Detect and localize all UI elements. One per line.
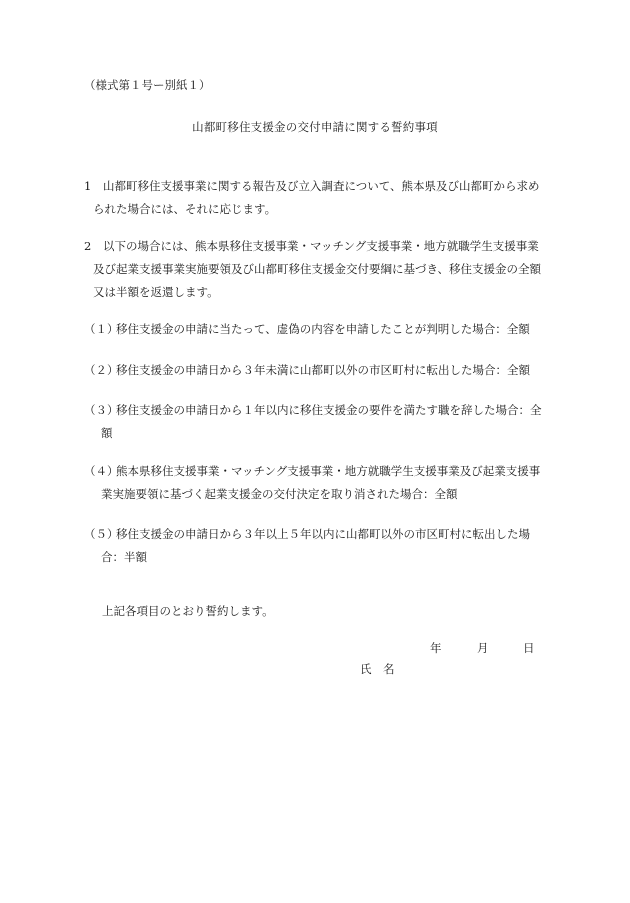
item-text-line: 額 <box>101 426 113 440</box>
item-label: （２） <box>84 363 119 377</box>
item-label: （５） <box>84 527 119 541</box>
section-text-line: 及び起業支援事業実施要領及び山都町移住支援金交付要綱に基づき、移住支援金の全額 <box>93 262 542 276</box>
section-text-line: 以下の場合には、熊本県移住支援事業・マッチング支援事業・地方就職学生支援事業 <box>103 239 539 253</box>
document-title: 山都町移住支援金の交付申請に関する誓約事項 <box>192 120 438 134</box>
item-label: （３） <box>84 403 119 417</box>
item-text-line: 移住支援金の申請日から１年以内に移住支援金の要件を満たす職を辞した場合：全 <box>116 403 542 417</box>
section-number: 2 <box>84 239 92 253</box>
form-number: （様式第１号ー別紙１） <box>84 78 211 92</box>
item-text-line: 熊本県移住支援事業・マッチング支援事業・地方就職学生支援事業及び起業支援事 <box>116 464 541 478</box>
item-text-line: 合：半額 <box>101 550 147 564</box>
name-label: 氏 名 <box>360 662 395 676</box>
section-text-line: 又は半額を返還します。 <box>93 285 219 299</box>
item-label: （１） <box>84 322 119 336</box>
section-text-line: られた場合には、それに応じます。 <box>93 202 277 216</box>
section-text-line: 山都町移住支援事業に関する報告及び立入調査について、熊本県及び山都町から求め <box>103 179 540 193</box>
date-day-label: 日 <box>523 641 535 655</box>
item-text-line: 移住支援金の申請日から３年未満に山都町以外の市区町村に転出した場合：全額 <box>116 363 530 377</box>
item-text-line: 業実施要領に基づく起業支援金の交付決定を取り消された場合：全額 <box>101 487 458 501</box>
date-month-label: 月 <box>477 641 489 655</box>
section-number: 1 <box>84 179 92 193</box>
item-text-line: 移住支援金の申請に当たって、虚偽の内容を申請したことが判明した場合：全額 <box>116 322 530 336</box>
item-label: （４） <box>84 464 119 478</box>
item-text-line: 移住支援金の申請日から３年以上５年以内に山都町以外の市区町村に転出した場 <box>116 527 530 541</box>
closing-statement: 上記各項目のとおり誓約します。 <box>102 604 274 618</box>
date-year-label: 年 <box>430 641 442 655</box>
